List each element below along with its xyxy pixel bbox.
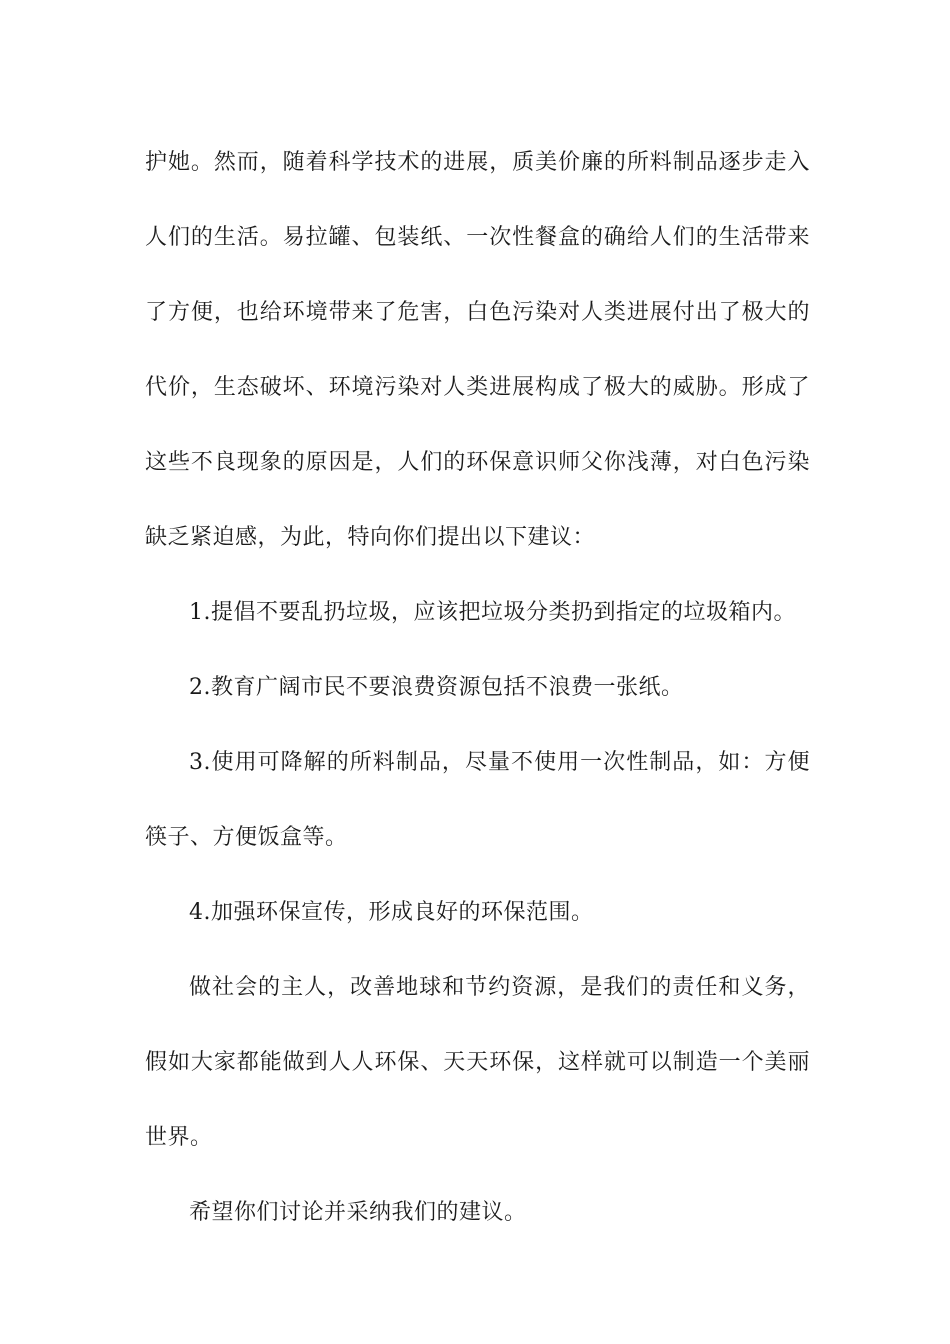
suggestion-item-3: 3.使用可降解的所料制品，尽量不使用一次性制品，如：方便筷子、方便饭盒等。 [145, 750, 810, 850]
suggestion-item-2: 2.教育广阔市民不要浪费资源包括不浪费一张纸。 [189, 675, 684, 700]
suggestion-item-1: 1.提倡不要乱扔垃圾，应该把垃圾分类扔到指定的垃圾箱内。 [189, 600, 796, 625]
closing-request: 希望你们讨论并采纳我们的建议。 [189, 1200, 527, 1225]
document-body [145, 125, 810, 1250]
paragraph-continuation: 护她。然而，随着科学技术的进展，质美价廉的所料制品逐步走入人们的生活。易拉罐、包装纸、一次性餐盒的确给人们的生活带来了方便，也给环境带来了危害，白色污染对人类进展付出了极大的代价，生态破坏、环境污染对人类进展构成了极大的威胁。形成了这些不良现象的原因是，人们的环保意识师父你浅薄，对白色污染缺乏紧迫感，为此，特向你们提出以下建议： [145, 150, 810, 550]
closing-paragraph: 做社会的主人，改善地球和节约资源，是我们的责任和义务，假如大家都能做到人人环保、天天环保，这样就可以制造一个美丽世界。 [145, 975, 810, 1150]
suggestion-item-4: 4.加强环保宣传，形成良好的环保范围。 [189, 900, 594, 925]
